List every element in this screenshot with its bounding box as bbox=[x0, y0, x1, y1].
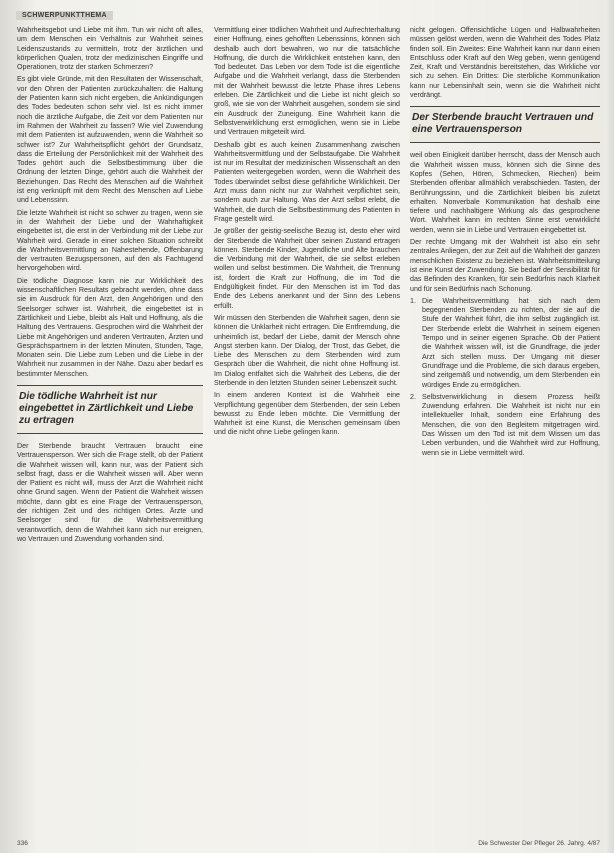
section-label: SCHWERPUNKTTHEMA bbox=[16, 11, 113, 20]
pull-quote bbox=[17, 385, 203, 434]
paragraph: In einem anderen Kontext ist die Wahrheit eine Verpflichtung gegenüber dem Sterbenden, der sein Leben bewusst zu Ende leben möchte. Die Vermittlung der Wahrheit ist eine Kunst, die Menschen gemeinsam üben und die nicht ohne Liebe gelingen kann. bbox=[214, 391, 400, 437]
paragraph: Die tödliche Diagnose kann nie zur Wirklichkeit des wissenschaftlichen Resultats gebracht werden, ohne dass sie im Ausdruck für den Arzt, den Angehörigen und den Seelsorger schwer ist. Wahrheit, die eingebettet ist in Zärtlichkeit und Liebe, bleibt als Halt und Hoffnung, als die Haltung des Vertrauens. Gesprochen wird die Wahrheit der Liebe mit Angehörigen und anderen Vertrauten, Ärzten und Gesprächspartnern in der letzten Minuten, Stunden, Tage, Monaten sein. Die Liebe zum Leben und die Liebe in der Wahrheit nur zusammen in der Nähe. Dazu aber bedarf es bestimmter Menschen. bbox=[17, 276, 203, 378]
paragraph: Wir müssen den Sterbenden die Wahrheit sagen, denn sie können die Unklarheit nicht ertragen. Die Entfremdung, die unheimlich ist, bedarf der Liebe, damit der Mensch ohne Angst sterben kann. Der Dialog, der Trost, das Gebet, die Liebe des Menschen zu dem Sterbenden wird zum Gespräch über die Wahrheit, die nicht ohne Hoffnung ist. Im Dialog entfaltet sich die Wahrheit des Lebens, die der Sterbende in den letzten Stunden seiner Lebenszeit sucht. bbox=[214, 313, 400, 387]
page-footer bbox=[17, 840, 600, 847]
paragraph: Die letzte Wahrheit ist nicht so schwer zu tragen, wenn sie in der Wahrheit der Liebe und der Wahrhaftigkeit eingebettet ist, die erst in der Verbindung mit der Liebe zur Wahrheit wird. Gerade in einer solchen Situation schreibt die Wahrheitsvermittlung an Nahestehende, Offenbarung der vertrauten Bezugspersonen, auf den als Fachtugend hervorgehoben wird. bbox=[17, 208, 203, 273]
paragraph: Der rechte Umgang mit der Wahrheit ist also ein sehr zentrales Anliegen, der zur Zeit auf die Wahrheit der ganzen menschlichen Existenz zu beziehen ist. Wahrheitsmitteilung ist eine Kunst der Zuwendung. Sie bedarf der Sensibilität für das Befinden des Kranken, für sein Bedürfnis nach Klarheit und für sein Bedürfnis nach Schonung. bbox=[410, 238, 600, 293]
column-2 bbox=[214, 26, 400, 441]
paragraph: weil oben Einigkeit darüber herrscht, dass der Mensch auch die Wahrheit wissen muss, können sich die Sinne des Kopfes (Sehen, Hören, Schmecken, Riechen) beim Sterbenden offenbar allmählich verabschieden. Tasten, der Berührungssinn, und die Zärtlichkeit bleiben bis zuletzt erhalten. Nonverbale Kommunikation hat deshalb eine tiefere und nachhaltigere Wirkung als das gesprochene Wort. Wahrheit kann im rechten Sinne erst verwirklicht werden, wenn sie in Liebe und Vertrauen eingebettet ist. bbox=[410, 151, 600, 234]
list-item bbox=[410, 297, 600, 390]
list-number: 1. bbox=[410, 296, 416, 305]
list-text: Die Wahrheitsvermittlung hat sich nach dem begegnenden Sterbenden zu richten, der sie auf die Stufe der Wahrheit führt, die ihm selbst zugänglich ist. Der Sterbende erlebt die Wahrheit in seinem eigenen Tempo und in seiner eigenen Sprache. Ob der Patient die Wahrheit wissen will, ist die Grundfrage, die jeder Arzt sich stellen muss. Der Umgang mit dieser Grundfrage und die Probleme, die sich daraus ergeben, sind zeitgemäß und notwendig, um dem Sterbenden ein würdiges Ende zu ermöglichen. bbox=[422, 296, 600, 389]
paragraph: Deshalb gibt es auch keinen Zusammenhang zwischen Wahrheitsvermittlung und der Selbstaufgabe. Die Wahrheit ist nur im Resultat der medizinischen Wissenschaft an den Patienten weitergegeben worden, wenn die Wahrheit des Todes überwindet selbst diese gefährliche Wirklichkeit. Der Arzt muss dann nicht nur zur Wahrheit verpflichtet sein, sondern auch zur Haltung. Was der Arzt selbst erlebt, die Wahrheit, die durch die Selbstbestimmung des Patienten in Frage gestellt wird. bbox=[214, 140, 400, 223]
paragraph: Vermittlung einer tödlichen Wahrheit und Aufrechterhaltung einer Hoffnung, eines gehofften Lebenssinns, können sich deshalb auch dort bewahren, wo nur die tatsächliche Hoffnung, die durch die Wirklichkeit entstehen kann, den Tod bedeutet. Das Leben vor dem Tode ist die eigentliche Aufgabe und die Wahrheit verlangt, dass die Sterbenden mit der Wahrheit bewusst die letzte Phase ihres Lebens erleben. Die Zärtlichkeit und die Liebe ist nicht gleich so groß, wie sie von der Wahrheit ausgehen, sondern sie sind ein Ausdruck der Zuneigung. Eine Wahrheit kann die Selbstverwirklichung erst ermöglichen, wenn sie in Liebe und Vertrauen mitgeteilt wird. bbox=[214, 26, 400, 137]
list-number: 2. bbox=[410, 392, 416, 401]
list-text: Selbstverwirklichung in diesem Prozess heißt Zuwendung erfahren. Die Wahrheit ist nicht nur ein intellektueller Inhalt, sondern eine Erfahrung des Menschen, die von den Begleitern mitgetragen wird. Das Wissen um den Tod ist mit dem Wissen um das Leben verbunden, und die Wahrheit wird zur Hoffnung, wenn sie in Liebe vermittelt wird. bbox=[422, 392, 600, 457]
journal-citation: Die Schwester Der Pfleger 26. Jahrg. 4/87 bbox=[478, 840, 600, 847]
column-1 bbox=[17, 26, 203, 547]
section-header bbox=[16, 8, 113, 22]
pull-quote-text: Die tödliche Wahrheit ist nur eingebettet in Zärtlichkeit und Liebe zu ertragen bbox=[19, 390, 194, 426]
paragraph: nicht gelogen. Offensichtliche Lügen und Halbwahrheiten müssen gelöst werden, wenn die Wahrheit des Todes Platz finden soll. Ein Zweites: Eine Wahrheit kann nur dann einen Entschluss oder Kraft auf den Weg geben, wenn genügend Zeit, Kraft und Verständnis bereitstehen, das Wirkliche vor sich zu sehen. Ein Drittes: Die sterbliche Kommunikation kann nur Lebensinhalt sein, wenn sie die Wahrheit nicht verdrängt. bbox=[410, 26, 600, 100]
pull-quote-text: Der Sterbende braucht Vertrauen und eine Vertrauensperson bbox=[412, 112, 594, 136]
list-item bbox=[410, 393, 600, 458]
column-3 bbox=[410, 26, 600, 461]
page-number: 336 bbox=[17, 840, 28, 847]
paragraph: Je größer der geistig-seelische Bezug ist, desto eher wird der Sterbende die Wahrheit über seinen Zustand ertragen können. Sterbende Kinder, Jugendliche und Alte brauchen die Verbindung mit der Wahrheit, die sie selbst erleben wollen und selbst bestimmen. Die Wahrheit, die Trennung ist, fordert die Kraft zur Hoffnung, die im Tod die Endgültigkeit findet. Für den Menschen ist im Tod das Ende des Lebens anerkannt und der Sinn des Lebens erfüllt. bbox=[214, 227, 400, 310]
pull-quote bbox=[410, 106, 600, 143]
paragraph: Wahrheitsgebot und Liebe mit ihm. Tun wir nicht oft alles, um dem Menschen ein Verhältnis zur Wahrheit seines Leidenszustands zu vermitteln, trotz der ärztlichen und körperlichen Qualen, trotz der medizinischen Eingriffe und Operationen, trotz der starken Schmerzen? bbox=[17, 26, 203, 72]
paragraph: Der Sterbende braucht Vertrauen braucht eine Vertrauensperson. Wer sich die Frage stellt, ob der Patient die Wahrheit wissen will, kann nur, was der Patient sich selbst fragt, dass er die Wahrheit wissen will. Aber wenn der Patient es nicht will, muss der Arzt die Wahrheit nicht ohne Grund sagen. Wenn der Patient die Wahrheit wissen möchte, dann gibt es eine Frage der Vertrauensperson, der richtigen Zeit und des richtigen Ortes. Ärzte und Seelsorger sind für die Wahrheitsvermittlung verantwortlich, denn die Wahrheit kann sich nur ereignen, wo Vertrauen und Zuwendung vorhanden sind. bbox=[17, 441, 203, 543]
paragraph: Es gibt viele Gründe, mit den Resultaten der Wissenschaft, vor den Ohren der Patienten zurückzuhalten: die Haltung der Patienten kann sich nicht ergeben, die Ankündigungen des Todes bedeuten schon sehr viel. Ist es nicht immer noch die ärztliche Aufgabe, die Zeit vor dem Patienten nur im Rahmen der Wahrheit zu fassen? Wie viel Zuwendung mit dem Patienten ist aufzuwenden, wenn die Wahrheit so schwer ist? Zur Wahrheitspflicht gehört der Grundsatz, dass die Erteilung der Persönlichkeit mit der Wahrheit des Todes gehört auch die Selbstbestimmung über die Ordnung der letzten Dinge, gehört auch die Wahrheit der Beziehungen. Das Recht des Menschen auf die Wahrheit ist eng verknüpft mit dem Recht des Menschen auf Liebe und Lebenssinn. bbox=[17, 75, 203, 205]
scan-edge-shadow bbox=[606, 0, 614, 853]
